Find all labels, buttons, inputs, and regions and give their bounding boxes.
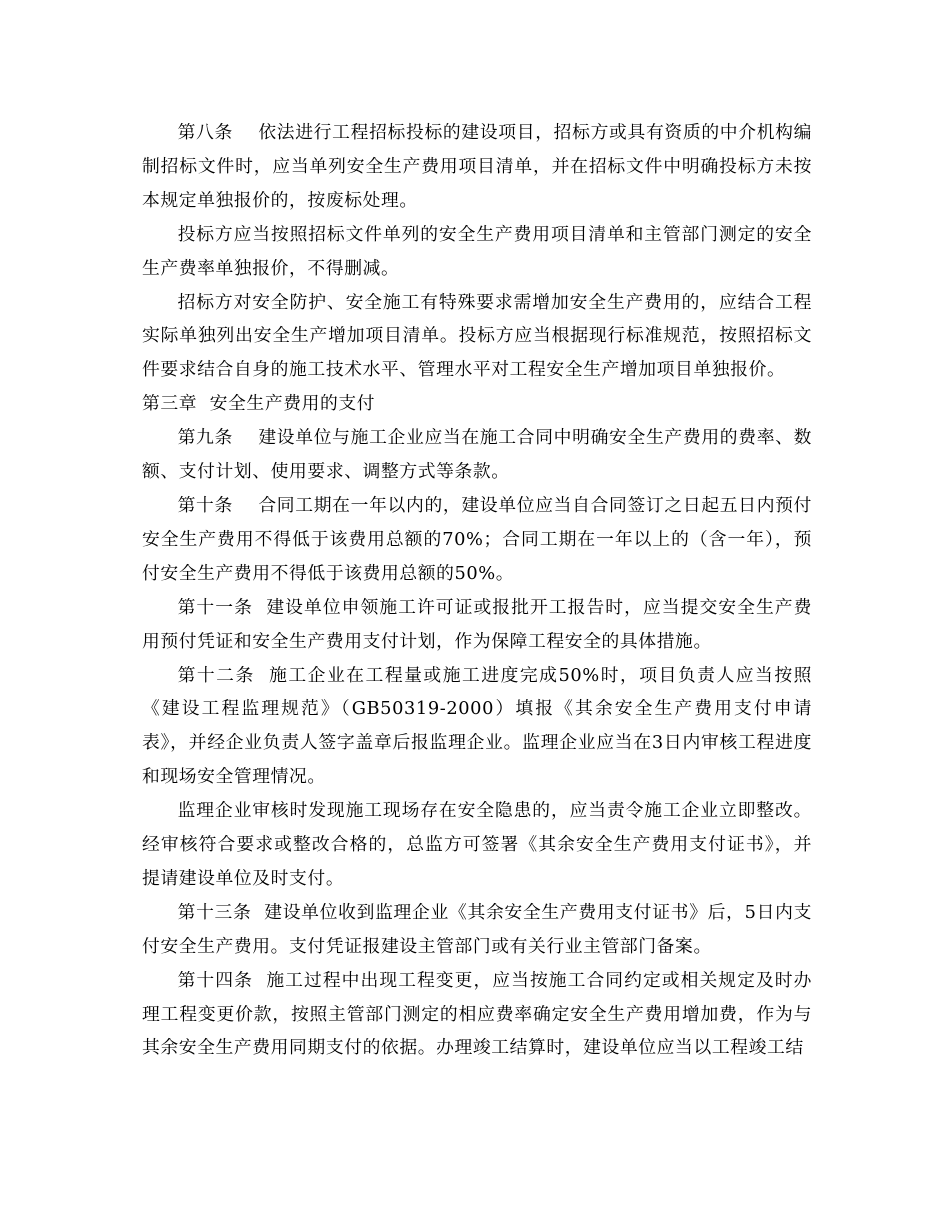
article-number: 第十四条 [177,969,253,991]
article-text: 依法进行工程招标投标的建设项目，招标方或具有资质的中介机构编制招标文件时，应当单列安全生产费用项目清单，并在招标文件中明确投标方未按本规定单独报价的，按废标处理。 [142,122,812,211]
chapter-number: 第三章 [142,393,198,415]
article-number: 第十条 [177,494,233,516]
article-text: 施工企业在工程量或施工进度完成50%时，项目负责人应当按照《建设工程监理规范》（GB50319-2000）填报《其余安全生产费用支付申请表》，并经企业负责人签字盖章后报监理企业。监理企业应当在3日内审核工程进度和现场安全管理情况。 [142,664,812,788]
article-text: 建设单位与施工企业应当在施工合同中明确安全生产费用的费率、数额、支付计划、使用要求、调整方式等条款。 [142,427,812,483]
article-12-paragraph [142,659,812,795]
article-11-paragraph [142,591,812,659]
article-text: 合同工期在一年以内的，建设单位应当自合同签订之日起五日内预付安全生产费用不得低于该费用总额的70%；合同工期在一年以上的（含一年），预付安全生产费用不得低于该费用总额的50%。 [142,494,812,584]
article-text: 施工过程中出现工程变更，应当按施工合同约定或相关规定及时办理工程变更价款，按照主管部门测定的相应费率确定安全生产费用增加费，作为与其余安全生产费用同期支付的依据。办理竣工结算时，建设单位应当以工程竣工结 [142,969,812,1059]
article-13-paragraph [142,896,812,964]
article-8-paragraph [142,116,812,218]
body-paragraph: 监理企业审核时发现施工现场存在安全隐患的，应当责令施工企业立即整改。经审核符合要求或整改合格的，总监方可签署《其余安全生产费用支付证书》，并提请建设单位及时支付。 [142,800,812,889]
document-body [142,116,812,1065]
article-text: 建设单位申领施工许可证或报批开工报告时，应当提交安全生产费用预付凭证和安全生产费用支付计划，作为保障工程安全的具体措施。 [142,596,812,652]
article-10-paragraph [142,489,812,591]
chapter-title: 安全生产费用的支付 [209,393,376,415]
article-number: 第十三条 [177,901,252,923]
article-number: 第十二条 [177,664,255,686]
article-14-paragraph [142,964,812,1066]
body-paragraph: 投标方应当按照招标文件单列的安全生产费用项目清单和主管部门测定的安全生产费率单独报价，不得删减。 [142,223,812,279]
article-number: 第九条 [177,427,233,449]
article-number: 第十一条 [177,596,253,618]
chapter-heading [142,387,812,421]
body-paragraph: 招标方对安全防护、安全施工有特殊要求需增加安全生产费用的，应结合工程实际单独列出安全生产增加项目清单。投标方应当根据现行标准规范，按照招标文件要求结合自身的施工技术水平、管理水平对工程安全生产增加项目单独报价。 [142,291,812,381]
article-number: 第八条 [177,122,233,143]
article-text: 建设单位收到监理企业《其余安全生产费用支付证书》后，5日内支付安全生产费用。支付凭证报建设主管部门或有关行业主管部门备案。 [142,901,812,957]
article-9-paragraph [142,421,812,489]
